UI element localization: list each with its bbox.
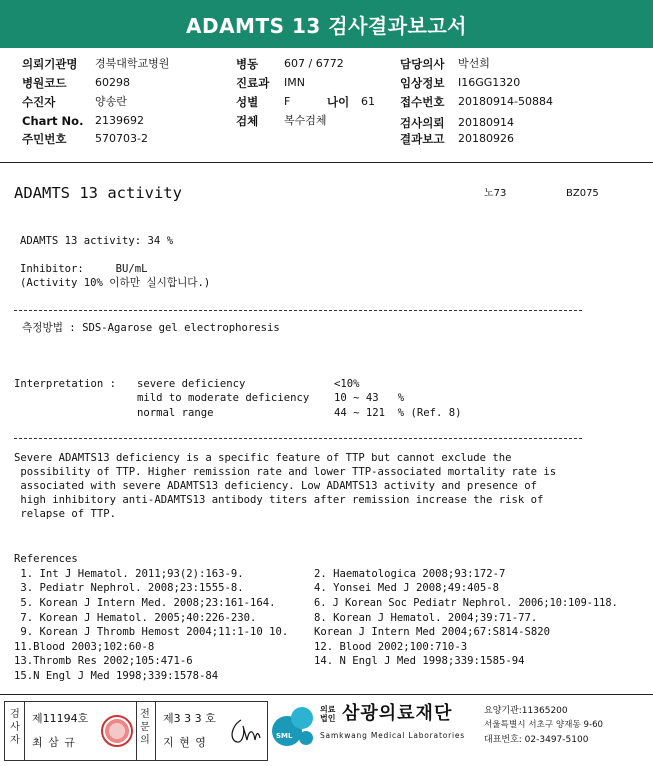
report-code-1: 노73 bbox=[484, 188, 507, 199]
report-title-banner bbox=[0, 0, 653, 48]
field-clinical-info: 임상정보 I16GG1320 bbox=[400, 76, 521, 90]
report-code-2: BZ075 bbox=[566, 188, 599, 199]
ref-left: 3. Pediatr Nephrol. 2008;23:1555-8. bbox=[14, 582, 244, 594]
field-request-date: 검사의뢰 20180914 bbox=[400, 116, 514, 130]
ref-right: 4. Yonsei Med J 2008;49:405-8 bbox=[314, 582, 499, 594]
org-code: 요양기관:11365200 bbox=[484, 706, 568, 716]
org-prefix: 의료 법인 bbox=[320, 705, 336, 723]
para-line: possibility of TTP. Higher remission rate and lower TTP-associated mortality rate is bbox=[14, 466, 557, 478]
interp-range-2: 10 ~ 43 % bbox=[334, 392, 405, 404]
field-hospital: 의뢰기관명 경북대학교병원 bbox=[22, 57, 170, 71]
report-heading: ADAMTS 13 activity bbox=[14, 184, 182, 202]
interp-cat-2: mild to moderate deficiency bbox=[137, 392, 310, 404]
field-ward: 병동 607 / 6772 bbox=[236, 57, 344, 71]
specialist-name: 지 현 영 bbox=[163, 736, 207, 749]
ref-left: 7. Korean J Hematol. 2005;40:226-230. bbox=[14, 612, 257, 624]
signature-footer bbox=[0, 697, 653, 766]
field-receipt-no: 접수번호 20180914-50884 bbox=[400, 95, 553, 109]
ref-left: 15.N Engl J Med 1998;339:1578-84 bbox=[14, 670, 219, 682]
ref-left: 11.Blood 2003;102:60-8 bbox=[14, 641, 155, 653]
field-specimen: 검체 복수검체 bbox=[236, 114, 327, 128]
interp-cat-1: severe deficiency bbox=[137, 378, 246, 390]
ref-right: Korean J Intern Med 2004;67:S814-S820 bbox=[314, 626, 550, 638]
field-doctor: 담당의사 박선희 bbox=[400, 57, 490, 71]
field-report-date: 결과보고 20180926 bbox=[400, 132, 514, 146]
signature-box bbox=[4, 701, 268, 761]
activity-result: ADAMTS 13 activity: 34 % bbox=[20, 235, 174, 247]
ref-left: 1. Int J Hematol. 2011;93(2):163-9. bbox=[14, 568, 244, 580]
para-line: high inhibitory anti-ADAMTS13 antibody titers after remission increase the risk of bbox=[14, 494, 544, 506]
inhibitor-result: Inhibitor: BU/mL bbox=[20, 263, 148, 275]
field-patient: 수진자 양송란 bbox=[22, 95, 127, 109]
report-body bbox=[0, 164, 653, 694]
ref-right: 2. Haematologica 2008;93:172-7 bbox=[314, 568, 506, 580]
para-line: Severe ADAMTS13 deficiency is a specific feature of TTP but cannot exclude the bbox=[14, 452, 512, 464]
sml-logo-icon bbox=[270, 705, 316, 751]
field-resident-no: 주민번호 570703-2 bbox=[22, 132, 148, 146]
field-chart-no: Chart No. 2139692 bbox=[22, 114, 144, 128]
refs-title: References bbox=[14, 553, 78, 565]
logo-badge: SML bbox=[276, 732, 293, 740]
signature-scribble bbox=[227, 716, 261, 746]
patient-info bbox=[0, 50, 653, 162]
para-line: associated with severe ADAMTS13 deficiency. Low ADAMTS13 activity and presence of bbox=[14, 480, 537, 492]
field-age: 나이 61 bbox=[327, 95, 375, 109]
tester-name: 최 삼 규 bbox=[32, 736, 76, 749]
interp-range-3: 44 ~ 121 % (Ref. 8) bbox=[334, 407, 462, 419]
org-address: 서울특별시 서초구 양재동 9-60 bbox=[484, 720, 604, 730]
divider bbox=[0, 162, 653, 163]
inhibitor-note: (Activity 10% 이하만 실시합니다.) bbox=[20, 277, 211, 289]
ref-right: 8. Korean J Hematol. 2004;39:71-77. bbox=[314, 612, 538, 624]
seal-stamp bbox=[101, 715, 133, 747]
field-hospital-code: 병원코드 60298 bbox=[22, 76, 130, 90]
ref-left: 13.Thromb Res 2002;105:471-6 bbox=[14, 655, 193, 667]
dashed-divider bbox=[14, 438, 582, 439]
dashed-divider bbox=[14, 310, 582, 311]
ref-right: 6. J Korean Soc Pediatr Nephrol. 2006;10:109-118. bbox=[314, 597, 618, 609]
field-department: 진료과 IMN bbox=[236, 76, 305, 90]
specialist-license: 제3 3 3 호 bbox=[163, 712, 216, 725]
org-sub: Samkwang Medical Laboratories bbox=[320, 731, 465, 740]
interp-range-1: <10% bbox=[334, 378, 360, 390]
org-phone: 대표번호: 02-3497-5100 bbox=[484, 735, 589, 745]
tester-label: 검사자 bbox=[10, 709, 20, 746]
report-title: ADAMTS 13 검사결과보고서 bbox=[185, 13, 467, 38]
field-sex: 성별 F bbox=[236, 95, 291, 109]
ref-left: 9. Korean J Thromb Hemost 2004;11:1-10 10. bbox=[14, 626, 289, 638]
divider bbox=[0, 694, 653, 695]
para-line: relapse of TTP. bbox=[14, 508, 117, 520]
ref-left: 5. Korean J Intern Med. 2008;23:161-164. bbox=[14, 597, 276, 609]
interp-cat-3: normal range bbox=[137, 407, 214, 419]
ref-right: 14. N Engl J Med 1998;339:1585-94 bbox=[314, 655, 525, 667]
org-name: 삼광의료재단 bbox=[342, 703, 453, 724]
method: 측정방법 : SDS-Agarose gel electrophoresis bbox=[22, 322, 280, 334]
ref-right: 12. Blood 2002;100:710-3 bbox=[314, 641, 468, 653]
tester-license: 제11194호 bbox=[32, 712, 89, 725]
interp-label: Interpretation : bbox=[14, 378, 117, 390]
specialist-label: 전문의 bbox=[140, 709, 150, 746]
